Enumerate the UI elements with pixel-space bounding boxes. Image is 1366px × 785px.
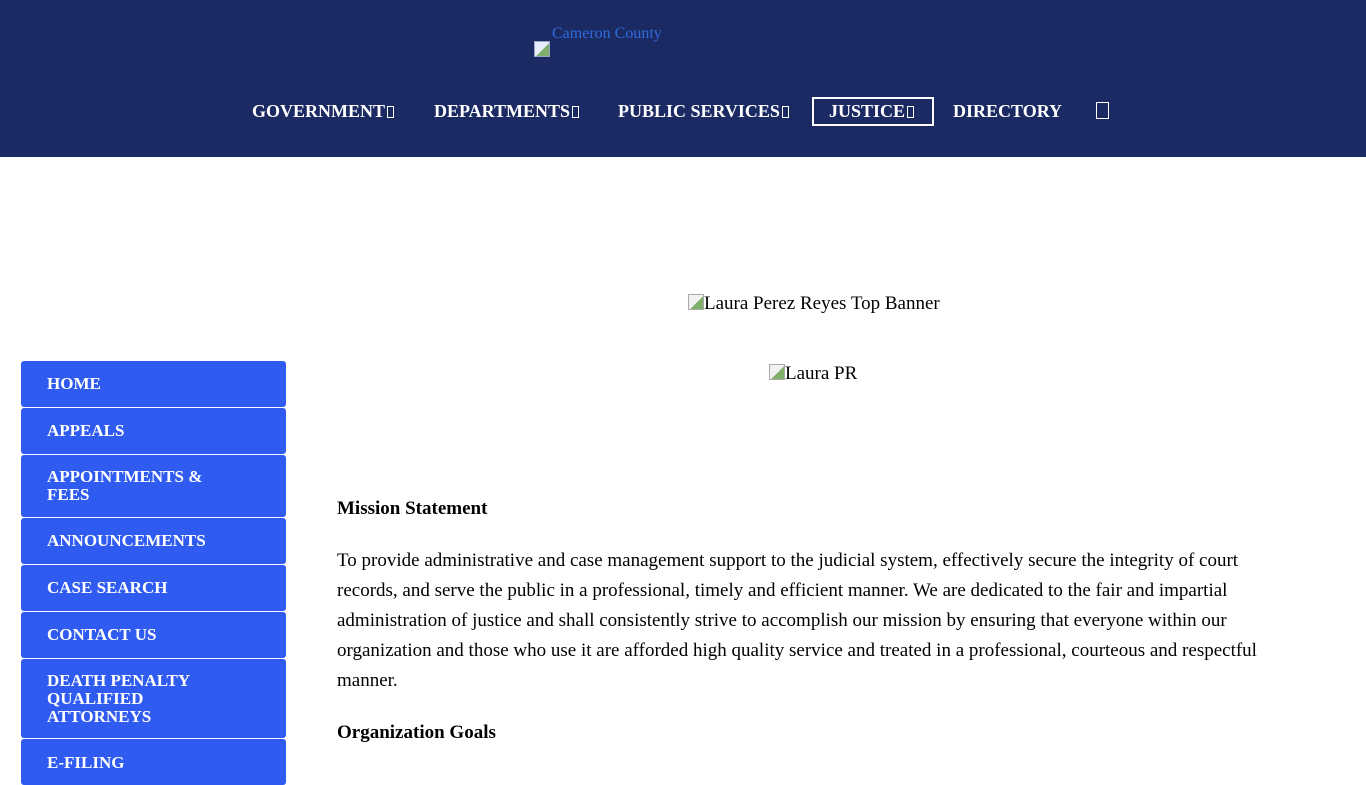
mission-heading: Mission Statement — [337, 498, 488, 519]
site-header — [0, 0, 1366, 157]
site-logo[interactable] — [534, 25, 662, 56]
logo-alt-text: Cameron County — [552, 25, 662, 42]
broken-image-icon — [688, 294, 704, 310]
sidebar-item-contact-us[interactable] — [21, 612, 286, 658]
nav-label: PUBLIC SERVICES — [618, 101, 780, 121]
sidebar-item-label: CASE SEARCH — [47, 578, 168, 597]
goals-heading: Organization Goals — [337, 722, 496, 743]
sidebar-item-case-search[interactable] — [21, 565, 286, 611]
nav-label: DEPARTMENTS — [434, 101, 571, 121]
sidebar-item-e-filing[interactable] — [21, 739, 286, 785]
sidebar-item-appointments-fees[interactable] — [21, 455, 286, 517]
sidebar-item-appeals[interactable] — [21, 408, 286, 454]
sidebar-item-announcements[interactable] — [21, 518, 286, 564]
top-banner-image — [688, 293, 940, 315]
profile-photo — [769, 363, 857, 385]
mission-text: To provide administrative and case management support to the judicial system, effectively secure the integrity of court records, and serve the public in a professional, timely and efficient manner. We are dedicated to the fair and impartial administration of justice and shall consistently strive to accomplish our mission by ensuring that everyone within our organization and those who use it are afforded high quality service and treated in a professional, courteous and respectful manner. — [337, 550, 1257, 691]
broken-image-icon — [769, 364, 785, 380]
sidebar-item-label: CONTACT US — [47, 625, 157, 644]
sidebar-item-death-penalty-attorneys[interactable] — [21, 659, 286, 738]
sidebar-item-label: APPOINTMENTS & FEES — [47, 467, 203, 504]
dropdown-caret-icon — [907, 106, 914, 118]
nav-label: DIRECTORY — [953, 101, 1063, 121]
broken-image-icon — [534, 41, 550, 57]
nav-label: GOVERNMENT — [252, 101, 386, 121]
nav-public-services[interactable] — [618, 97, 789, 126]
sidebar-item-label: E-FILING — [47, 753, 125, 772]
dropdown-caret-icon — [782, 106, 789, 118]
sidebar-item-label: DEATH PENALTY QUALIFIED ATTORNEYS — [47, 670, 190, 726]
nav-directory[interactable] — [953, 97, 1062, 126]
nav-departments[interactable] — [434, 97, 579, 126]
sidebar-item-label: HOME — [47, 374, 101, 393]
search-icon[interactable] — [1096, 102, 1109, 119]
nav-label: JUSTICE — [829, 101, 906, 121]
nav-justice[interactable] — [812, 97, 934, 126]
banner-alt-text: Laura Perez Reyes Top Banner — [704, 293, 940, 314]
nav-government[interactable] — [252, 97, 394, 126]
sidebar-item-label: ANNOUNCEMENTS — [47, 531, 206, 550]
dropdown-caret-icon — [572, 106, 579, 118]
photo-alt-text: Laura PR — [785, 363, 858, 384]
sidebar-item-home[interactable] — [21, 361, 286, 407]
dropdown-caret-icon — [387, 106, 394, 118]
sidebar-item-label: APPEALS — [47, 421, 125, 440]
